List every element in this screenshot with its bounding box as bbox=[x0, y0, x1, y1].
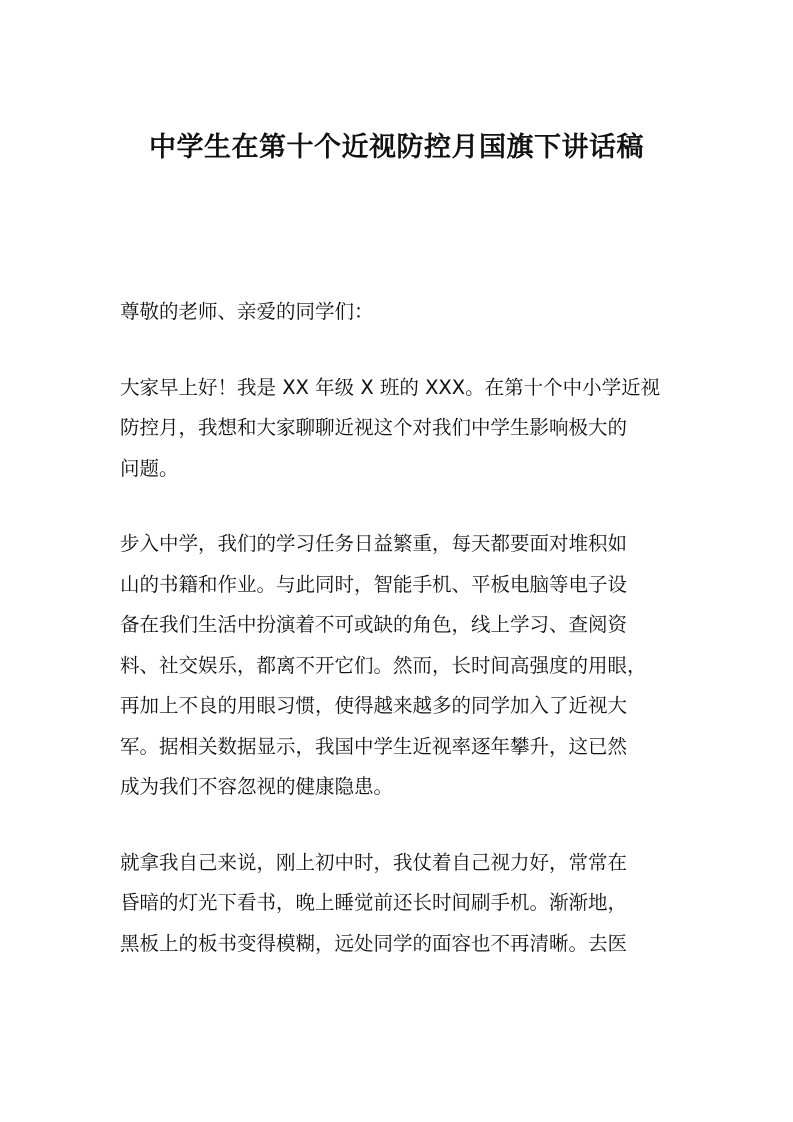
salutation-paragraph bbox=[120, 292, 680, 333]
document-title: 中学生在第十个近视防控月国旗下讲话稿 bbox=[149, 132, 644, 163]
text-line: 料、社交娱乐，都离不开它们。然而，长时间高强度的用眼， bbox=[120, 653, 647, 677]
text-line: 黑板上的板书变得模糊，远处同学的面容也不再清晰。去医 bbox=[120, 931, 628, 955]
text-line: 成为我们不容忽视的健康隐患。 bbox=[120, 775, 394, 798]
personal-experience-paragraph bbox=[120, 843, 680, 965]
text-line: 再加上不良的用眼习惯，使得越来越多的同学加入了近视大 bbox=[120, 694, 628, 717]
greeting-paragraph bbox=[120, 368, 680, 490]
text-line: 军。据相关数据显示，我国中学生近视率逐年攀升，这已然 bbox=[120, 734, 628, 758]
text-line: 备在我们生活中扮演着不可或缺的角色，线上学习、查阅资 bbox=[120, 613, 628, 636]
text-line: 问题。 bbox=[120, 456, 179, 480]
document-body bbox=[120, 292, 680, 999]
text-line: 防控月，我想和大家聊聊近视这个对我们中学生影响极大的 bbox=[120, 416, 628, 439]
background-paragraph bbox=[120, 524, 680, 808]
text-line: 大家早上好！我是 XX 年级 X 班的 XXX。在第十个中小学近视 bbox=[120, 375, 661, 399]
text-line: 山的书籍和作业。与此同时，智能手机、平板电脑等电子设 bbox=[120, 572, 628, 596]
text-line: 尊敬的老师、亲爱的同学们： bbox=[120, 300, 374, 323]
text-line: 昏暗的灯光下看书，晚上睡觉前还长时间刷手机。渐渐地， bbox=[120, 891, 628, 914]
text-line: 步入中学，我们的学习任务日益繁重，每天都要面对堆积如 bbox=[120, 532, 628, 555]
text-line: 就拿我自己来说，刚上初中时，我仗着自己视力好，常常在 bbox=[120, 850, 628, 874]
